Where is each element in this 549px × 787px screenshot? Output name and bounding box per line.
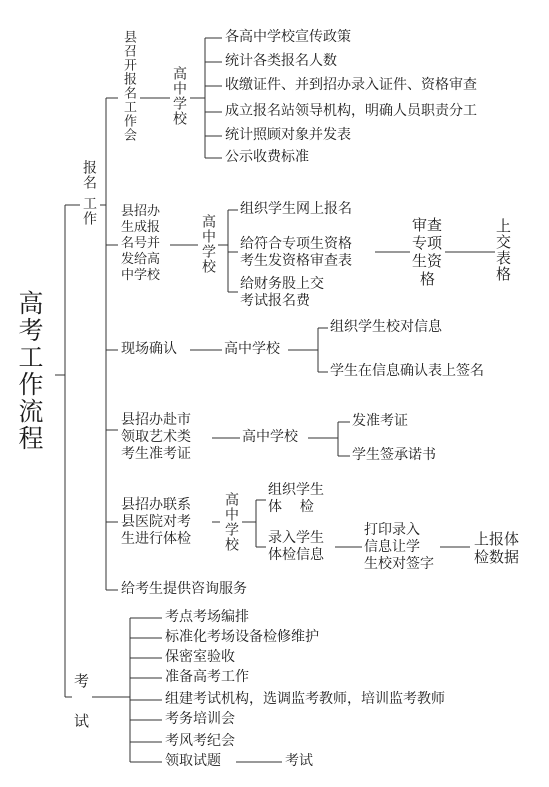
b2-review-line-2: 专项: [412, 234, 443, 252]
b1-item-3: 收缴证件、并到招办录入证件、资格审查: [225, 77, 477, 93]
b4-item-1: 发准考证: [352, 413, 408, 429]
exam-item-8: 领取试题: [165, 753, 221, 769]
b2-submit-node: 上交表格: [494, 218, 512, 282]
diagram-root-title: 高考工作流程: [15, 290, 44, 452]
b2-review-line-1: 审查: [412, 216, 443, 234]
b1-school-node: 高中学校: [171, 66, 187, 126]
exam-item-1: 考点考场编排: [165, 609, 249, 625]
exam-final-node: 考试: [285, 753, 313, 769]
exam-item-4: 准备高考工作: [165, 669, 249, 685]
b5-item-1: 组织学生 体 检: [268, 482, 324, 515]
b5-report-node: 上报体 检数据: [474, 530, 520, 566]
b2-org-line-1: 县招办: [121, 204, 161, 219]
b3-org-node: 现场确认: [121, 341, 177, 357]
exam-item-6: 考务培训会: [165, 711, 235, 727]
b1-item-2: 统计各类报名人数: [225, 53, 337, 69]
exam-label-part2: 试: [74, 712, 90, 730]
b6-consult-node: 给考生提供咨询服务: [121, 581, 247, 597]
b5-school-node: 高中学校: [223, 492, 239, 552]
b2-org-line-2: 生成报: [121, 220, 161, 235]
b3-school-node: 高中学校: [224, 341, 280, 357]
signup-label-part2: 工作: [81, 196, 97, 226]
b5-item-2: 录入学生 体检信息: [268, 530, 324, 563]
b5-print-node: 打印录入 信息让学 生校对签字: [364, 522, 434, 572]
b2-org-line-5: 中学校: [121, 268, 161, 283]
b2-review-line-4: 格: [420, 270, 436, 288]
b2-item-2: 给符合专项生资格 考生发资格审查表: [240, 236, 352, 269]
b1-org-node: 县召开报名工作会: [121, 30, 136, 142]
b2-org-line-3: 名号并: [121, 236, 161, 251]
b3-item-1: 组织学生校对信息: [330, 319, 442, 335]
b2-item-1: 组织学生网上报名: [240, 201, 352, 217]
b1-item-1: 各高中学校宣传政策: [225, 29, 351, 45]
b3-item-2: 学生在信息确认表上签名: [330, 363, 484, 379]
b1-item-5: 统计照顾对象并发表: [225, 127, 351, 143]
exam-item-7: 考风考纪会: [165, 733, 235, 749]
signup-label-part1: 报名: [81, 160, 97, 190]
b2-org-line-4: 发给高: [121, 252, 161, 267]
b5-org-node: 县招办联系 县医院对考 生进行体检: [121, 497, 191, 547]
b1-item-6: 公示收费标准: [225, 149, 309, 165]
exam-item-2: 标准化考场设备检修维护: [165, 629, 319, 645]
b2-school-node: 高中学校: [200, 214, 216, 274]
b4-org-node: 县招办赴市 领取艺术类 考生准考证: [121, 412, 191, 462]
exam-label-part1: 考: [74, 672, 90, 690]
b4-school-node: 高中学校: [242, 429, 298, 445]
b1-item-4: 成立报名站领导机构，明确人员职责分工: [225, 103, 477, 119]
b2-item-3: 给财务股上交 考试报名费: [240, 276, 324, 309]
b4-item-2: 学生签承诺书: [352, 447, 436, 463]
b2-review-line-3: 生资: [412, 252, 443, 270]
exam-item-3: 保密室验收: [165, 649, 235, 665]
exam-item-5: 组建考试机构，选调监考教师，培训监考教师: [165, 691, 445, 707]
